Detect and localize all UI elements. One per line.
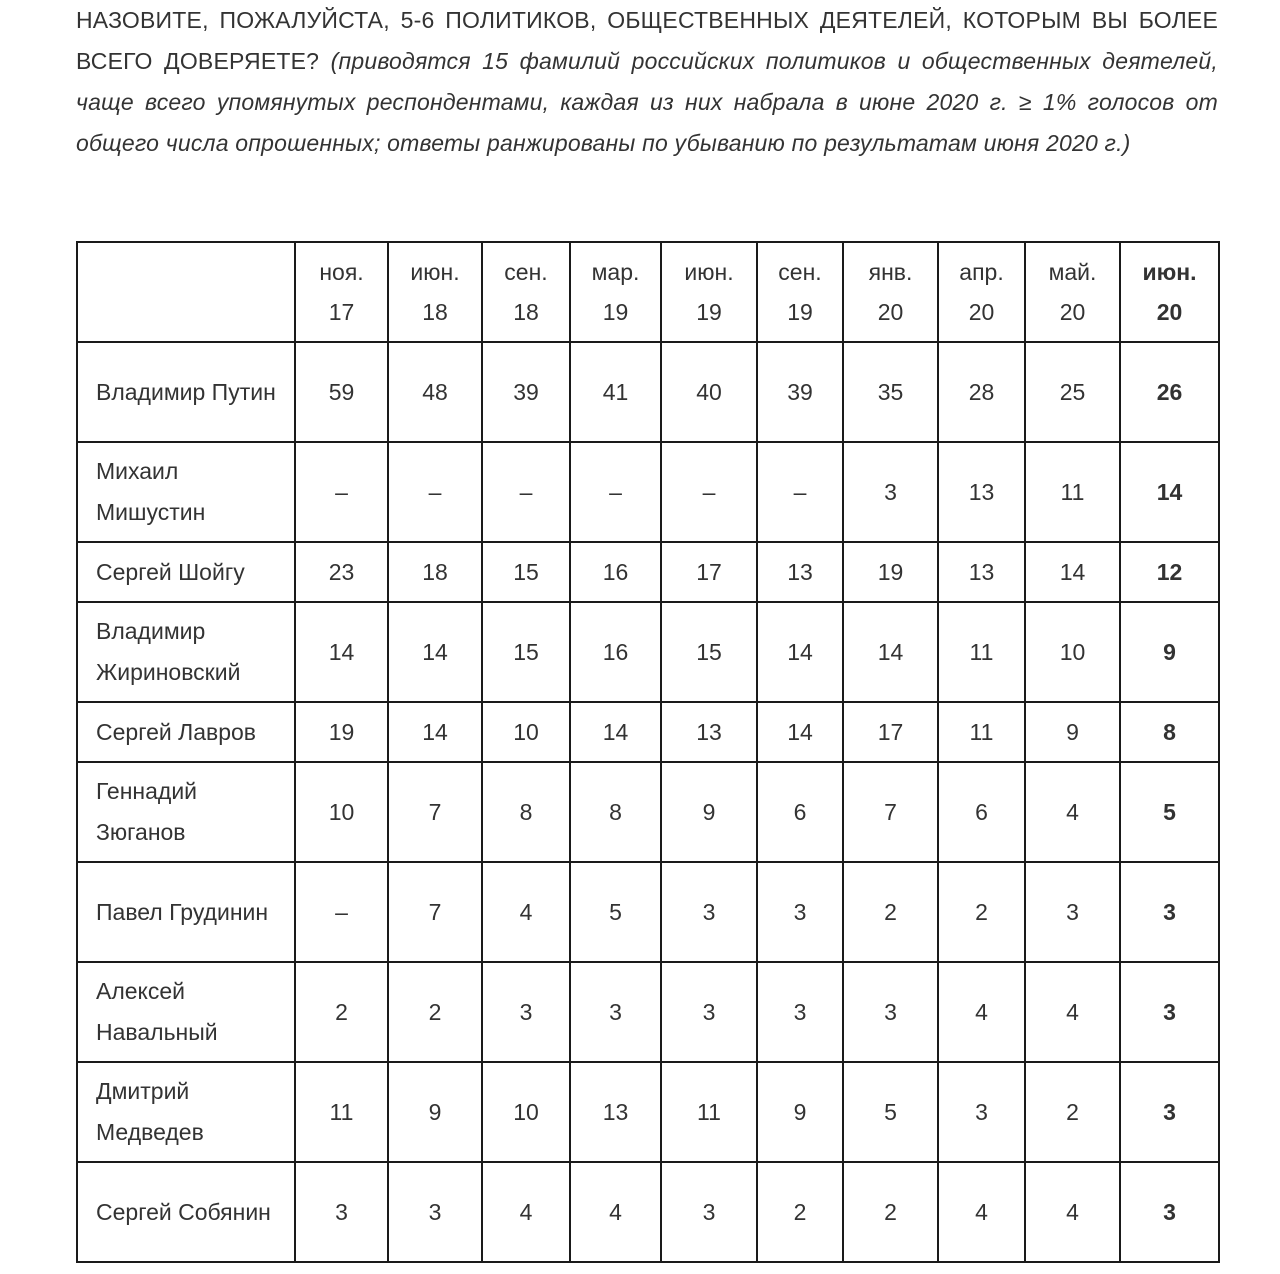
column-header: [295, 242, 388, 342]
table-row: [77, 442, 1219, 542]
trust-percent-cell: 13: [938, 542, 1025, 602]
trust-percent-cell: 8: [482, 762, 570, 862]
trust-percent-cell: –: [295, 862, 388, 962]
politician-name: Сергей Лавров: [77, 702, 295, 762]
column-year: 18: [422, 299, 448, 325]
column-month: апр.: [959, 259, 1004, 285]
trust-percent-cell: 3: [1120, 1062, 1219, 1162]
politician-name: Владимир Путин: [77, 342, 295, 442]
trust-percent-cell: 2: [388, 962, 482, 1062]
trust-percent-cell: –: [757, 442, 843, 542]
table-row: [77, 762, 1219, 862]
trust-poll-table: [76, 241, 1220, 1263]
trust-percent-cell: 3: [1120, 1162, 1219, 1262]
trust-percent-cell: 14: [388, 602, 482, 702]
trust-percent-cell: 10: [482, 1062, 570, 1162]
trust-percent-cell: 13: [938, 442, 1025, 542]
trust-percent-cell: 48: [388, 342, 482, 442]
trust-percent-cell: 4: [482, 1162, 570, 1262]
trust-percent-cell: 4: [938, 1162, 1025, 1262]
table-row: [77, 1062, 1219, 1162]
column-year: 20: [1156, 299, 1183, 325]
trust-percent-cell: 17: [661, 542, 757, 602]
politician-name: Геннадий Зюганов: [77, 762, 295, 862]
table-row: [77, 962, 1219, 1062]
trust-percent-cell: 15: [482, 602, 570, 702]
politician-name: Дмитрий Медведев: [77, 1062, 295, 1162]
survey-question: [76, 0, 1218, 164]
question-note: (приводятся 15 фамилий российских политиков и общественных деятелей, чаще всего упомянутых респондентами, каждая из них набрала в июне 2020 г. ≥ 1% голосов от общего числа опрошенных; ответы ранжированы по убыванию по результатам июня 2020 г.): [76, 48, 1219, 156]
trust-percent-cell: 26: [1120, 342, 1219, 442]
trust-percent-cell: 6: [757, 762, 843, 862]
trust-percent-cell: 15: [482, 542, 570, 602]
politician-name: Владимир Жириновский: [77, 602, 295, 702]
column-year: 20: [1059, 299, 1086, 325]
trust-percent-cell: 9: [757, 1062, 843, 1162]
trust-percent-cell: 9: [661, 762, 757, 862]
trust-percent-cell: 11: [661, 1062, 757, 1162]
trust-percent-cell: 3: [938, 1062, 1025, 1162]
trust-percent-cell: 2: [1025, 1062, 1120, 1162]
column-month: ноя.: [319, 259, 364, 285]
trust-percent-cell: 6: [938, 762, 1025, 862]
question-text: НАЗОВИТЕ, ПОЖАЛУЙСТА, 5-6 ПОЛИТИКОВ, ОБЩЕСТВЕННЫХ ДЕЯТЕЛЕЙ, КОТОРЫМ ВЫ БОЛЕЕ ВСЕГО ДОВЕРЯЕТЕ?: [76, 7, 1218, 74]
trust-percent-cell: 7: [388, 762, 482, 862]
trust-percent-cell: 28: [938, 342, 1025, 442]
trust-percent-cell: 13: [661, 702, 757, 762]
trust-percent-cell: 14: [757, 702, 843, 762]
politician-name: Павел Грудинин: [77, 862, 295, 962]
table-row: [77, 1162, 1219, 1262]
column-month: июн.: [410, 259, 460, 285]
politician-name: Михаил Мишустин: [77, 442, 295, 542]
column-year: 18: [513, 299, 539, 325]
trust-percent-cell: 2: [938, 862, 1025, 962]
trust-percent-cell: 7: [388, 862, 482, 962]
trust-percent-cell: 11: [1025, 442, 1120, 542]
trust-percent-cell: 3: [661, 862, 757, 962]
table-row: [77, 862, 1219, 962]
trust-percent-cell: 23: [295, 542, 388, 602]
column-year: 17: [328, 299, 355, 325]
trust-percent-cell: 11: [938, 702, 1025, 762]
trust-percent-cell: 10: [295, 762, 388, 862]
column-year: 20: [877, 299, 904, 325]
trust-percent-cell: 14: [295, 602, 388, 702]
table-header-row: [77, 242, 1219, 342]
trust-percent-cell: 3: [1120, 962, 1219, 1062]
column-year: 19: [787, 299, 813, 325]
trust-percent-cell: 15: [661, 602, 757, 702]
trust-percent-cell: 3: [295, 1162, 388, 1262]
trust-percent-cell: 8: [1120, 702, 1219, 762]
trust-percent-cell: 25: [1025, 342, 1120, 442]
trust-percent-cell: 13: [570, 1062, 661, 1162]
trust-percent-cell: 2: [295, 962, 388, 1062]
column-header: [570, 242, 661, 342]
table-row: [77, 342, 1219, 442]
column-month: сен.: [778, 259, 822, 285]
trust-percent-cell: 11: [295, 1062, 388, 1162]
trust-percent-cell: 8: [570, 762, 661, 862]
trust-percent-cell: 10: [1025, 602, 1120, 702]
trust-percent-cell: –: [661, 442, 757, 542]
column-month: янв.: [868, 259, 913, 285]
trust-percent-cell: –: [482, 442, 570, 542]
trust-percent-cell: 35: [843, 342, 938, 442]
trust-percent-cell: 13: [757, 542, 843, 602]
column-month: июн.: [684, 259, 734, 285]
column-header: [1120, 242, 1219, 342]
trust-percent-cell: 4: [938, 962, 1025, 1062]
trust-percent-cell: 3: [757, 962, 843, 1062]
trust-percent-cell: 14: [757, 602, 843, 702]
column-header: [938, 242, 1025, 342]
column-header: [661, 242, 757, 342]
table-row: [77, 542, 1219, 602]
column-year: 20: [968, 299, 995, 325]
trust-percent-cell: 14: [1120, 442, 1219, 542]
trust-percent-cell: 5: [843, 1062, 938, 1162]
trust-percent-cell: 9: [1025, 702, 1120, 762]
trust-percent-cell: 14: [1025, 542, 1120, 602]
trust-percent-cell: 2: [843, 1162, 938, 1262]
column-header: [388, 242, 482, 342]
trust-percent-cell: 39: [757, 342, 843, 442]
column-header: [1025, 242, 1120, 342]
trust-percent-cell: 3: [661, 962, 757, 1062]
header-empty-cell: [77, 242, 295, 342]
trust-percent-cell: 18: [388, 542, 482, 602]
column-month: сен.: [504, 259, 548, 285]
trust-percent-cell: 4: [1025, 1162, 1120, 1262]
column-header: [482, 242, 570, 342]
trust-percent-cell: 19: [843, 542, 938, 602]
trust-percent-cell: 4: [1025, 962, 1120, 1062]
trust-percent-cell: 9: [1120, 602, 1219, 702]
trust-percent-cell: 40: [661, 342, 757, 442]
table-row: [77, 602, 1219, 702]
trust-percent-cell: –: [295, 442, 388, 542]
trust-percent-cell: 19: [295, 702, 388, 762]
column-year: 19: [696, 299, 722, 325]
trust-percent-cell: 16: [570, 542, 661, 602]
trust-percent-cell: 10: [482, 702, 570, 762]
trust-percent-cell: 3: [388, 1162, 482, 1262]
politician-name: Алексей Навальный: [77, 962, 295, 1062]
trust-percent-cell: 3: [482, 962, 570, 1062]
trust-percent-cell: 4: [570, 1162, 661, 1262]
politician-name: Сергей Собянин: [77, 1162, 295, 1262]
column-header: [757, 242, 843, 342]
trust-percent-cell: 3: [1120, 862, 1219, 962]
politician-name: Сергей Шойгу: [77, 542, 295, 602]
trust-percent-cell: 7: [843, 762, 938, 862]
trust-percent-cell: 3: [843, 962, 938, 1062]
trust-percent-cell: 5: [570, 862, 661, 962]
trust-percent-cell: 59: [295, 342, 388, 442]
trust-percent-cell: 2: [843, 862, 938, 962]
trust-percent-cell: 3: [1025, 862, 1120, 962]
trust-percent-cell: –: [570, 442, 661, 542]
trust-percent-cell: 3: [570, 962, 661, 1062]
column-year: 19: [602, 299, 629, 325]
trust-percent-cell: 14: [388, 702, 482, 762]
trust-percent-cell: 3: [843, 442, 938, 542]
trust-percent-cell: 4: [482, 862, 570, 962]
trust-percent-cell: 39: [482, 342, 570, 442]
column-month: мар.: [591, 259, 640, 285]
trust-percent-cell: 12: [1120, 542, 1219, 602]
trust-percent-cell: 14: [570, 702, 661, 762]
trust-percent-cell: 16: [570, 602, 661, 702]
trust-percent-cell: 17: [843, 702, 938, 762]
table-row: [77, 702, 1219, 762]
trust-percent-cell: 9: [388, 1062, 482, 1162]
trust-percent-cell: 11: [938, 602, 1025, 702]
trust-percent-cell: 2: [757, 1162, 843, 1262]
trust-percent-cell: 3: [661, 1162, 757, 1262]
table-body: [77, 342, 1219, 1262]
trust-percent-cell: 14: [843, 602, 938, 702]
trust-percent-cell: 41: [570, 342, 661, 442]
column-month: июн.: [1142, 259, 1197, 285]
trust-percent-cell: 4: [1025, 762, 1120, 862]
trust-percent-cell: 3: [757, 862, 843, 962]
column-header: [843, 242, 938, 342]
trust-percent-cell: 5: [1120, 762, 1219, 862]
column-month: май.: [1048, 259, 1097, 285]
trust-percent-cell: –: [388, 442, 482, 542]
